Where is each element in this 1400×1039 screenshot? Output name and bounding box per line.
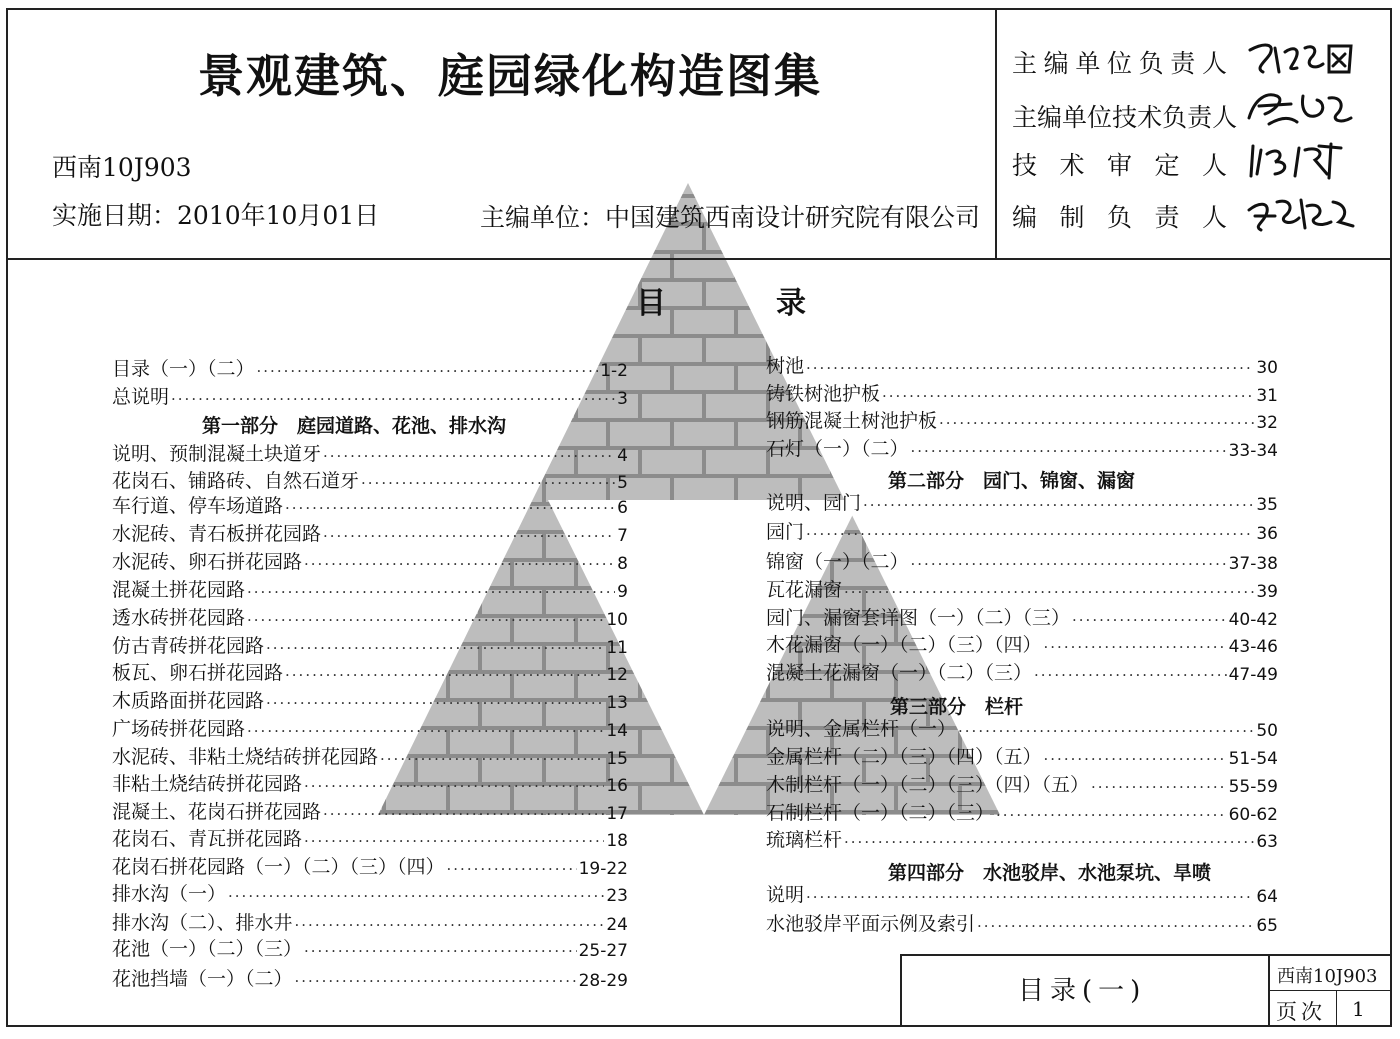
- title-block-top: [900, 954, 1392, 956]
- page-label: 页次: [1276, 1000, 1326, 1024]
- toc-entry: 瓦花漏窗 ····· 39: [766, 578, 1278, 602]
- toc-entry: 目录（一）（二） ····· 1-2: [112, 357, 628, 381]
- toc-entry: 琉璃栏杆 ····· 63: [766, 828, 1278, 852]
- editor-unit: 主编单位：中国建筑西南设计研究院有限公司: [480, 203, 981, 232]
- atlas-title: 景观建筑、庭园绿化构造图集: [198, 49, 822, 103]
- role-compilation-head: 编 制 负 责 人: [1012, 203, 1227, 232]
- sheet-name: 目录(一): [1018, 976, 1147, 1006]
- toc-entry: 水池驳岸平面示例及索引 ····· 65: [766, 912, 1278, 936]
- atlas-code: 西南10J903: [52, 153, 192, 182]
- toc-entry: 混凝土、花岗石拼花园路 ····· 17: [112, 800, 628, 824]
- toc-entry: 水泥砖、非粘土烧结砖拼花园路 ····· 15: [112, 745, 628, 769]
- signature-2: [1245, 88, 1357, 128]
- toc-entry: 车行道、停车场道路 ····· 6: [112, 494, 628, 518]
- toc-title-left: 目: [636, 286, 666, 321]
- toc-entry: 仿古青砖拼花园路 ····· 11: [112, 634, 628, 658]
- toc-entry: 树池 ····· 30: [766, 354, 1278, 378]
- toc-entry: 花岗石拼花园路（一）（二）（三）（四） ····· 19-22: [112, 855, 628, 879]
- toc-entry: 说明、金属栏杆（一） ····· 50: [766, 717, 1278, 741]
- implementation-date: 实施日期：2010年10月01日: [52, 201, 380, 230]
- signature-3: [1245, 140, 1357, 180]
- header-vertical-divider: [995, 8, 997, 259]
- toc-entry: 石制栏杆（一）（二）（三） ····· 60-62: [766, 801, 1278, 825]
- role-chief-unit-head: 主 编 单 位 负 责 人: [1012, 49, 1227, 78]
- section-heading: 第一部分 庭园道路、花池、排水沟: [202, 415, 507, 437]
- toc-entry: 水泥砖、卵石拼花园路 ····· 8: [112, 550, 628, 574]
- toc-entry: 说明 ····· 64: [766, 883, 1278, 907]
- sheet-atlas-code: 西南10J903: [1277, 966, 1378, 987]
- toc-entry: 木质路面拼花园路 ····· 13: [112, 689, 628, 713]
- title-block-mid: [1268, 990, 1392, 991]
- toc-entry: 广场砖拼花园路 ····· 14: [112, 717, 628, 741]
- toc-entry: 说明、预制混凝土块道牙 ····· 4: [112, 442, 628, 466]
- toc-entry: 排水沟（一） ····· 23: [112, 882, 628, 906]
- signature-1: [1245, 38, 1357, 78]
- toc-entry: 铸铁树池护板 ····· 31: [766, 382, 1278, 406]
- toc-entry: 石灯（一）（二） ····· 33-34: [766, 437, 1278, 461]
- toc-entry: 花岗石、青瓦拼花园路 ····· 18: [112, 827, 628, 851]
- section-heading: 第二部分 园门、锦窗、漏窗: [888, 470, 1136, 492]
- toc-entry: 总说明 ····· 3: [112, 385, 628, 409]
- toc-entry: 钢筋混凝土树池护板 ····· 32: [766, 409, 1278, 433]
- toc-entry: 锦窗（一）（二） ····· 37-38: [766, 550, 1278, 574]
- toc-entry: 透水砖拼花园路 ····· 10: [112, 606, 628, 630]
- toc-entry: 排水沟（二）、排水井 ····· 24: [112, 911, 628, 935]
- section-heading: 第四部分 水池驳岸、水池泵坑、旱喷: [888, 862, 1212, 884]
- section-heading: 第三部分 栏杆: [890, 696, 1024, 718]
- toc-entry: 水泥砖、青石板拼花园路 ····· 7: [112, 522, 628, 546]
- title-block-left: [900, 954, 902, 1027]
- toc-entry: 园门、漏窗套详图（一）（二）（三） ····· 40-42: [766, 606, 1278, 630]
- toc-entry: 园门 ····· 36: [766, 520, 1278, 544]
- toc-entry: 木花漏窗（一）（二）（三）（四） ····· 43-46: [766, 633, 1278, 657]
- role-technical-approver: 技 术 审 定 人: [1012, 151, 1227, 180]
- toc-entry: 花池（一）（二）（三） ····· 25-27: [112, 937, 628, 961]
- toc-entry: 木制栏杆（一）（二）（三）（四）（五） ····· 55-59: [766, 773, 1278, 797]
- signature-4: [1245, 192, 1357, 232]
- toc-title-right: 录: [776, 286, 806, 321]
- toc-entry: 混凝土花漏窗（一）（二）（三） ····· 47-49: [766, 661, 1278, 685]
- role-chief-unit-tech-head: 主 编 单 位 技 术 负 责 人: [1012, 103, 1238, 132]
- page-number: 1: [1352, 997, 1365, 1021]
- toc-entry: 花池挡墙（一）（二） ····· 28-29: [112, 967, 628, 991]
- toc-entry: 花岗石、铺路砖、自然石道牙 ····· 5: [112, 469, 628, 493]
- toc-entry: 混凝土拼花园路 ····· 9: [112, 578, 628, 602]
- title-block-page-divider: [1336, 990, 1337, 1027]
- toc-entry: 说明、园门 ····· 35: [766, 491, 1278, 515]
- toc-entry: 板瓦、卵石拼花园路 ····· 12: [112, 661, 628, 685]
- header-divider: [6, 258, 1392, 260]
- toc-entry: 非粘土烧结砖拼花园路 ····· 16: [112, 772, 628, 796]
- toc-entry: 金属栏杆（二）（三）（四）（五） ····· 51-54: [766, 745, 1278, 769]
